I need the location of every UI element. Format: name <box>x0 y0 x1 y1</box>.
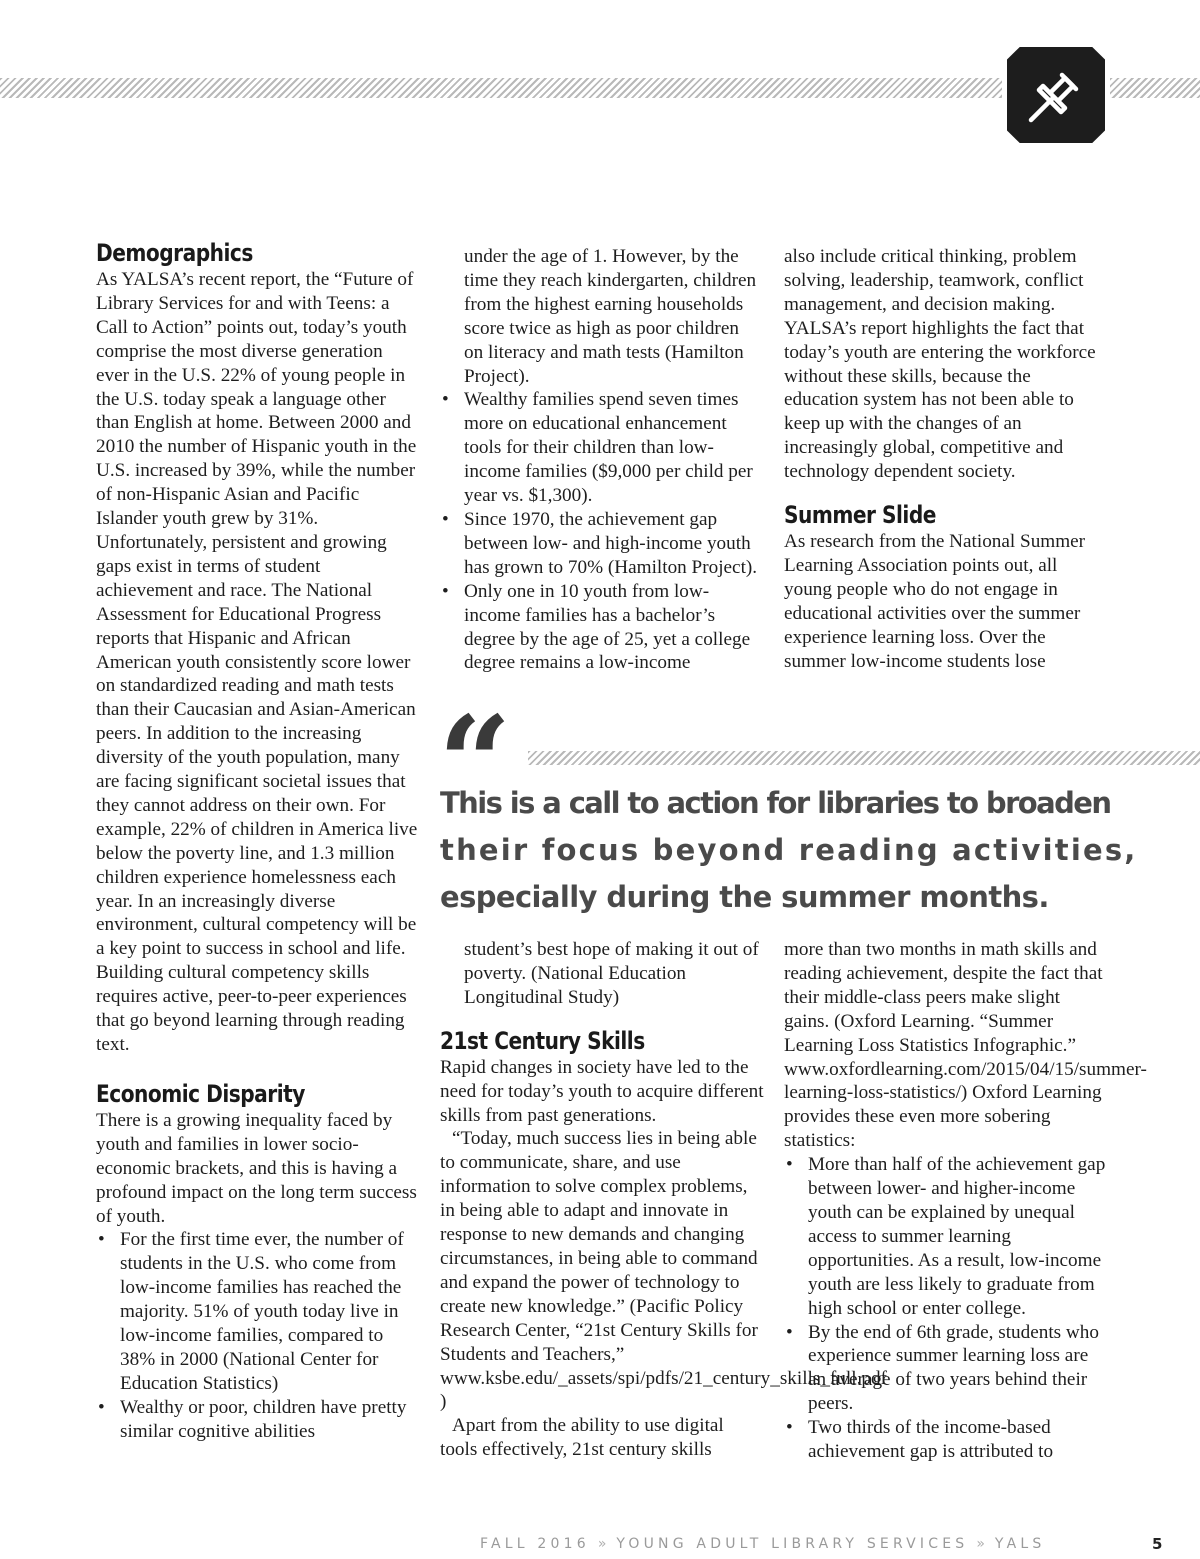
economic-disparity-more-bullets <box>440 388 762 675</box>
bullet-item: • By the end of 6th grade, students who experience summer learning loss are an average of two years behind their peers. <box>784 1321 1106 1417</box>
pull-quote <box>440 780 1138 921</box>
bullet-item: • For the first time ever, the number of students in the U.S. who come from low-income families has reached the majority. 51% of youth today live in low-income families, compared to 38% in 2000 (National Center for Education Statistics) <box>96 1228 420 1395</box>
pushpin-badge <box>1007 47 1105 143</box>
bullet-tail: student’s best hope of making it out of poverty. (National Education Longitudinal Study) <box>464 939 759 1008</box>
quote-hatch-rule <box>528 751 1200 765</box>
heading-economic-disparity: Economic Disparity <box>96 1079 305 1108</box>
demographics-body: As YALSA’s recent report, the “Future of Library Services for and with Teens: a Call to Action” points out, today’s youth comprise the most diverse generation ever in the U.S. 22% of young people in the U.S. today speak a language other than English at home. Between 2000 and 2010 the number of Hispanic youth in the U.S. increased by 39%, while the number of non-Hispanic Asian and Pacific Islander youth grew by 31%. Unfortunately, persistent and growing gaps exist in terms of student achievement and race. The National Assessment for Educational Progress reports that Hispanic and African American youth consistently score lower on standardized reading and math tests than their Caucasian and Asian-American peers. In addition to the increasing diversity of the youth population, many are facing significant societal issues that they cannot address on their own. For example, 22% of children in America live below the poverty line, and 1.3 million children experience homelessness each year. In an increasingly diverse environment, cultural competency will be a key point to success in school and life. Building cultural competency skills requires active, peer-to-peer experiences that go beyond learning through reading text. <box>96 269 418 1055</box>
column-right-top <box>784 245 1106 674</box>
footer-abbrev: YALS <box>994 1536 1046 1552</box>
bullet-item: • More than half of the achievement gap between lower- and higher-income youth can be explained by unequal access to summer learning opportunities. As a result, low-income youth are less likely to graduate from high school or enter college. <box>784 1153 1106 1320</box>
page-number: 5 <box>1152 1535 1163 1553</box>
heading-demographics: Demographics <box>96 239 253 267</box>
heading-21st-century-skills: 21st Century Skills <box>440 1026 645 1055</box>
top-hatch-rule-left <box>0 78 1002 98</box>
pushpin-icon <box>1021 60 1091 130</box>
bullet-item: • Two thirds of the income-based achievement gap is attributed to <box>784 1416 1106 1464</box>
footer-separator: » <box>976 1536 987 1552</box>
column-middle-bottom <box>440 938 887 1462</box>
bullet-item: • Only one in 10 youth from low-income families has a bachelor’s degree by the age of 25, yet a college degree remains a low-income <box>440 580 762 676</box>
pull-quote-line: This is a call to action for libraries to broaden <box>440 786 1111 820</box>
summer-slide-bullets <box>784 1153 1106 1464</box>
running-footer <box>480 1536 1110 1558</box>
skills-continuation: also include critical thinking, problem solving, leadership, teamwork, conflict management, and decision making. YALSA’s report highlights the fact that today’s youth are entering the workforce without these skills, because the education system has not been able to keep up with the changes of an increasingly global, competitive and technology dependent society. <box>784 246 1096 483</box>
skills-p2: “Today, much success lies in being able to communicate, share, and use information to solve complex problems, in being able to adapt and innovate in response to new demands and changing circumstances, in being able to command and expand the power of technology to create new knowledge.” (Pacific Policy Research Center, “21st Century Skills for Students and Teachers,” www.ksbe.edu/_assets/spi/pdfs/21_century_skills_full.pdf ) <box>440 1128 887 1413</box>
column-middle-top <box>440 245 762 675</box>
bullet-continuation: under the age of 1. However, by the time they reach kindergarten, children from the highest earning households score twice as high as poor children on literacy and math tests (Hamilton Project). <box>464 246 757 387</box>
footer-season: FALL 2016 <box>480 1536 590 1552</box>
quote-mark-icon: “ <box>438 689 512 839</box>
bullet-item: • Since 1970, the achievement gap between low- and high-income youth has grown to 70% (Hamilton Project). <box>440 508 762 580</box>
economic-disparity-bullets <box>96 1228 420 1443</box>
top-hatch-rule-right <box>1110 78 1200 98</box>
column-left <box>96 238 420 1444</box>
footer-separator: » <box>597 1536 609 1552</box>
heading-summer-slide: Summer Slide <box>784 501 936 530</box>
summer-slide-p1: As research from the National Summer Learning Association points out, all young people who do not engage in educational activities over the summer experience learning loss. Over the summer low-income students lose <box>784 531 1086 672</box>
footer-publication: YOUNG ADULT LIBRARY SERVICES <box>616 1536 969 1552</box>
summer-slide-continuation: more than two months in math skills and reading achievement, despite the fact that their middle-class peers make slight gains. (Oxford Learning. “Summer Learning Loss Statistics Infographic.” www.oxfordlearning.com/2015/04/15/summer-learning-loss-statistics/) Oxford Learning provides these even more sobering statistics: <box>784 939 1147 1152</box>
pull-quote-line: their focus beyond reading activities, <box>440 833 1138 867</box>
bullet-item: • Wealthy or poor, children have pretty similar cognitive abilities <box>96 1396 420 1444</box>
skills-p3: Apart from the ability to use digital tools effectively, 21st century skills <box>440 1415 724 1461</box>
bullet-item: • Wealthy families spend seven times more on educational enhancement tools for their children than low-income families ($9,000 per child per year vs. $1,300). <box>440 388 762 508</box>
pull-quote-line: especially during the summer months. <box>440 880 1049 914</box>
economic-disparity-intro: There is a growing inequality faced by youth and families in lower socio-economic brackets, and this is having a profound impact on the long term success of youth. <box>96 1109 417 1227</box>
skills-p1: Rapid changes in society have led to the need for today’s youth to acquire different skills from past generations. <box>440 1056 764 1126</box>
column-right-bottom <box>784 938 1147 1464</box>
